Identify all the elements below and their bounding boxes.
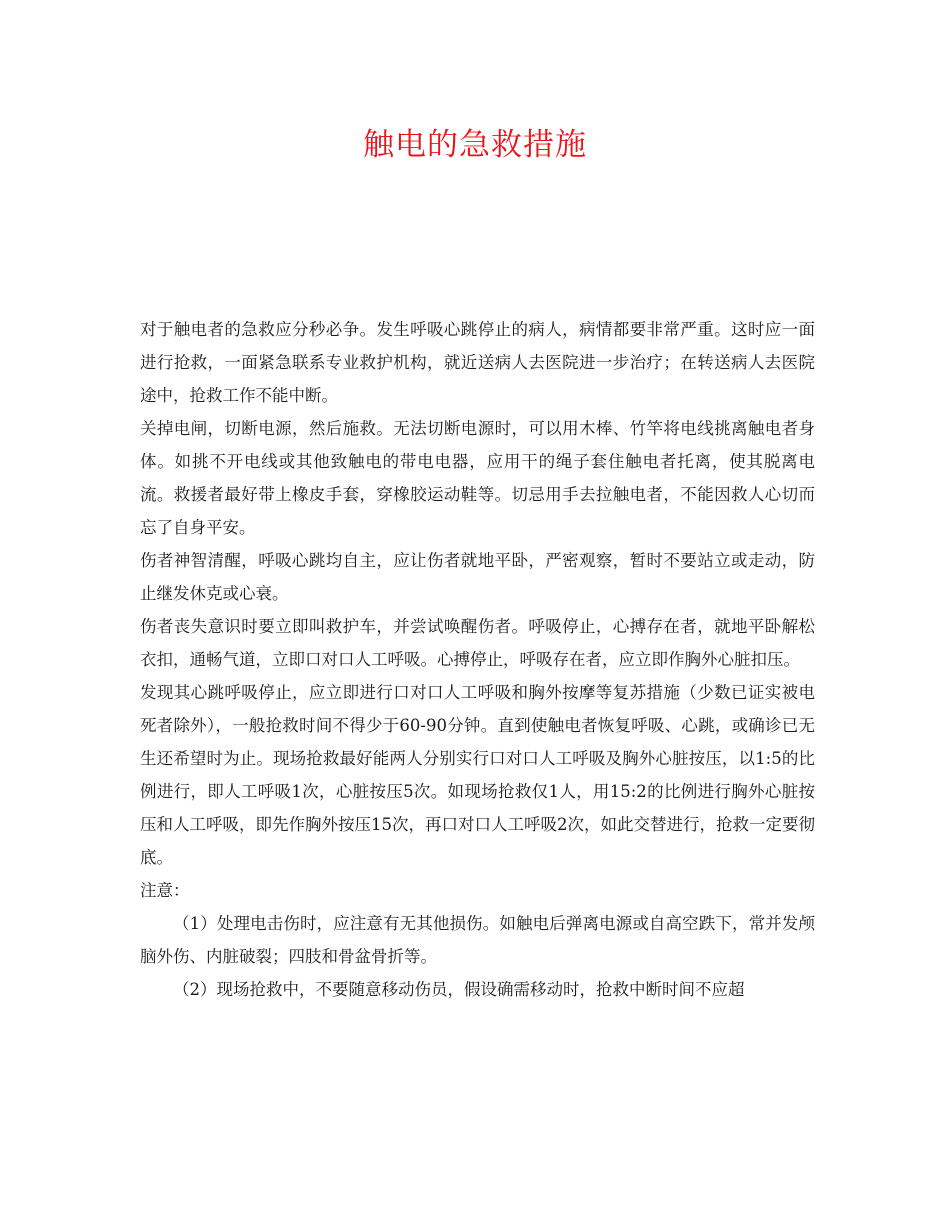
paragraph-cpr: 发现其心跳呼吸停止，应立即进行口对口人工呼吸和胸外按摩等复苏措施（少数已证实被电死者除外），一般抢救时间不得少于60-90分钟。直到使触电者恢复呼吸、心跳，或确诊已无生还希望时为止。现场抢救最好能两人分别实行口对口人工呼吸及胸外心脏按压，以1:5的比例进行，即人工呼吸1次，心脏按压5次。如现场抢救仅1人，用15:2的比例进行胸外心脏按压和人工呼吸，即先作胸外按压15次，再口对口人工呼吸2次，如此交替进行，抢救一定要彻底。 [140,683,815,867]
paragraph-intro: 对于触电者的急救应分秒必争。发生呼吸心跳停止的病人，病情都要非常严重。这时应一面进行抢救，一面紧急联系专业救护机构，就近送病人去医院进一步治疗；在转送病人去医院途中，抢救工作不能中断。 [140,320,815,405]
paragraph-unconscious: 伤者丧失意识时要立即叫救护车，并尝试唤醒伤者。呼吸停止，心搏存在者，就地平卧解松衣扣，通畅气道，立即口对口人工呼吸。心搏停止，呼吸存在者，应立即作胸外心脏扣压。 [140,617,815,669]
note-item-2: （2）现场抢救中，不要随意移动伤员，假设确需移动时，抢救中断时间不应超 [173,980,745,999]
paragraph-cut-power: 关掉电闸，切断电源，然后施救。无法切断电源时，可以用木棒、竹竿将电线挑离触电者身体。如挑不开电线或其他致触电的带电电器，应用干的绳子套住触电者托离，使其脱离电流。救援者最好带上橡皮手套，穿橡胶运动鞋等。切忌用手去拉触电者，不能因救人心切而忘了自身平安。 [140,419,815,537]
document-body [140,313,815,1006]
note-item-1: （1）处理电击伤时，应注意有无其他损伤。如触电后弹离电源或自高空跌下，常并发颅脑外伤、内脏破裂；四肢和骨盆骨折等。 [140,914,815,966]
document-title: 触电的急救措施 [363,127,587,163]
paragraph-conscious: 伤者神智清醒，呼吸心跳均自主，应让伤者就地平卧，严密观察，暂时不要站立或走动，防止继发休克或心衰。 [140,551,815,603]
notes-heading: 注意： [140,881,190,900]
